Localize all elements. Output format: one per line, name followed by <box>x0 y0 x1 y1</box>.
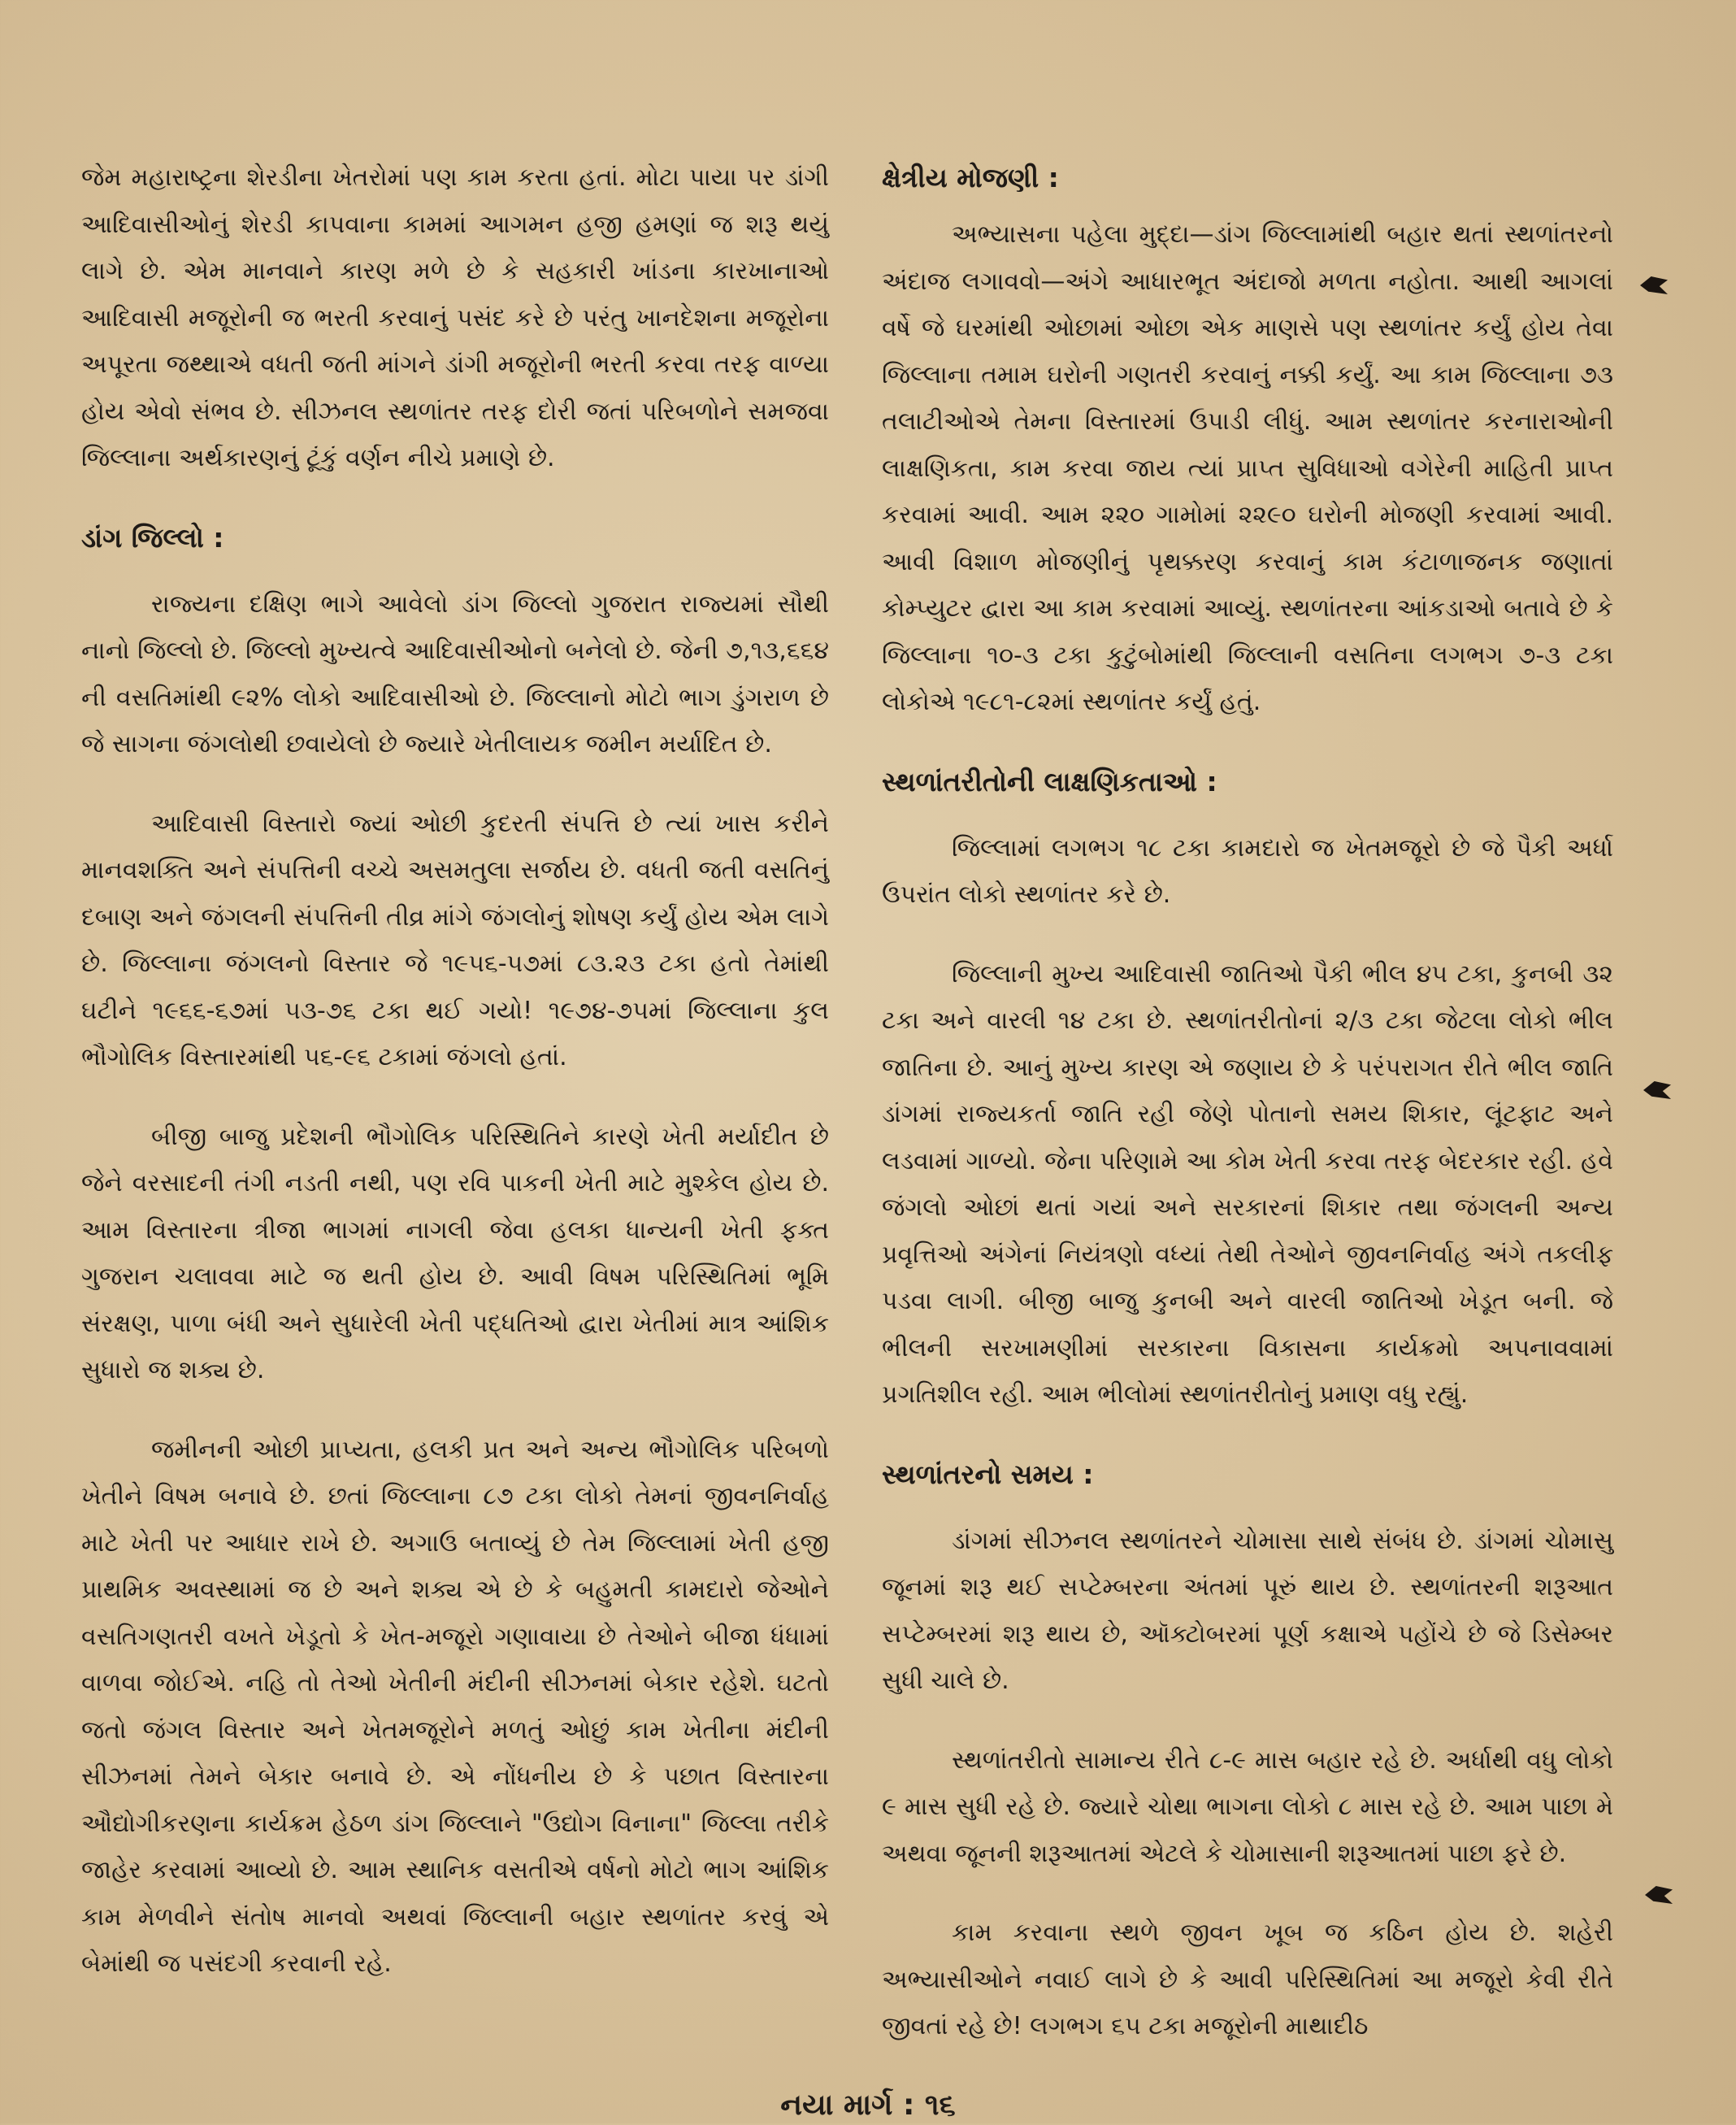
dang-paragraph-3: બીજી બાજુ પ્રદેશની ભૌગોલિક પરિસ્થિતિને કારણે ખેતી મર્યાદીત છે જેને વરસાદની તંગી નડતી નથી, પણ રવિ પાકની ખેતી માટે મુશ્કેલ હોય છે. આમ વિસ્તારના ત્રીજા ભાગમાં નાગલી જેવા હલકા ધાન્યની ખેતી ફક્ત ગુજરાન ચલાવવા માટે જ થતી હોય છે. આવી વિષમ પરિસ્થિતિમાં ભૂમિ સંરક્ષણ, પાળા બંધી અને સુધારેલી ખેતી પદ્ધતિઓ દ્વારા ખેતીમાં માત્ર આંશિક સુધારો જ શક્ય છે. <box>81 1122 829 1384</box>
intro-paragraph: જેમ મહારાષ્ટ્રના શેરડીના ખેતરોમાં પણ કામ કરતા હતાં. મોટા પાયા પર ડાંગી આદિવાસીઓનું શેરડી કાપવાના કામમાં આગમન હજી હમણાં જ શરૂ થયું લાગે છે. એમ માનવાને કારણ મળે છે કે સહકારી ખાંડના કારખાનાઓ આદિવાસી મજૂરોની જ ભરતી કરવાનું પસંદ કરે છે પરંતુ ખાનદેશના મજૂરોના અપૂરતા જથ્થાએ વધતી જતી માંગને ડાંગી મજૂરોની ભરતી કરવા તરફ વાળ્યા હોય એવો સંભવ છે. સીઝનલ સ્થળાંતર તરફ દોરી જતાં પરિબળોને સમજવા જિલ્લાના અર્થકારણનું ટૂંકું વર્ણન નીચે પ્રમાણે છે. <box>81 163 829 472</box>
dang-paragraph-2: આદિવાસી વિસ્તારો જ્યાં ઓછી કુદરતી સંપત્તિ છે ત્યાં ખાસ કરીને માનવશક્તિ અને સંપત્તિની વચ્ચે અસમતુલા સર્જાય છે. વધતી જતી વસતિનું દબાણ અને જંગલની સંપત્તિની તીવ્ર માંગે જંગલોનું શોષણ કર્યું હોય એમ લાગે છે. જિલ્લાના જંગલનો વિસ્તાર જે ૧૯૫૬-૫૭માં ૮૩.૨૩ ટકા હતો તેમાંથી ઘટીને ૧૯૬૬-૬૭માં ૫૩-૭૬ ટકા થઈ ગયો! ૧૯૭૪-૭૫માં જિલ્લાના કુલ ભૌગોલિક વિસ્તારમાંથી ૫૬-૯૬ ટકામાં જંગલો હતાં. <box>81 809 829 1071</box>
survey-paragraph: અભ્યાસના પહેલા મુદ્દા—ડાંગ જિલ્લામાંથી બહાર થતાં સ્થળાંતરનો અંદાજ લગાવવો—અંગે આધારભૂત અંદાજો મળતા નહોતા. આથી આગલાં વર્ષે જે ઘરમાંથી ઓછામાં ઓછા એક માણસે પણ સ્થળાંતર કર્યું હોય તેવા જિલ્લાના તમામ ઘરોની ગણતરી કરવાનું નક્કી કર્યું. આ કામ જિલ્લાના ૭૩ તલાટીઓએ તેમના વિસ્તારમાં ઉપાડી લીધું. આમ સ્થળાંતર કરનારાઓની લાક્ષણિકતા, કામ કરવા જાય ત્યાં પ્રાપ્ત સુવિધાઓ વગેરેની માહિતી પ્રાપ્ત કરવામાં આવી. આમ ૨૨૦ ગામોમાં ૨૨૯૦ ઘરોની મોજણી કરવામાં આવી. આવી વિશાળ મોજણીનું પૃથક્કરણ કરવાનું કામ કંટાળાજનક જણાતાં કોમ્પ્યુટર દ્વારા આ કામ કરવામાં આવ્યું. સ્થળાંતરના આંકડાઓ બતાવે છે કે જિલ્લાના ૧૦-૩ ટકા કુટુંબોમાંથી જિલ્લાની વસતિના લગભગ ૭-૩ ટકા લોકોએ ૧૯૮૧-૮૨માં સ્થળાંતર કર્યું હતું. <box>882 220 1613 716</box>
page-footer: નયા માર્ગ : ૧૬ <box>780 2088 956 2122</box>
section-heading-migration-time: સ્થળાંતરનો સમય : <box>882 1458 1094 1490</box>
time-paragraph-2: સ્થળાંતરીતો સામાન્ય રીતે ૮-૯ માસ બહાર રહે છે. અર્ધાથી વધુ લોકો ૯ માસ સુધી રહે છે. જ્યારે ચોથા ભાગના લોકો ૮ માસ રહે છે. આમ પાછા મે અથવા જૂનની શરૂઆતમાં એટલે કે ચોમાસાની શરૂઆતમાં પાછા ફરે છે. <box>882 1745 1613 1868</box>
section-heading-dang-district: ડાંગ જિલ્લો : <box>81 521 224 554</box>
punch-hole-mark <box>1645 1886 1673 1904</box>
traits-paragraph-2: જિલ્લાની મુખ્ય આદિવાસી જાતિઓ પૈકી ભીલ ૪૫ ટકા, કુનબી ૩૨ ટકા અને વારલી ૧૪ ટકા છે. સ્થળાંતરીતોનાં ૨/૩ ટકા જેટલા લોકો ભીલ જાતિના છે. આનું મુખ્ય કારણ એ જણાય છે કે પરંપરાગત રીતે ભીલ જાતિ ડાંગમાં રાજ્યકર્તા જાતિ રહી જેણે પોતાનો સમય શિકાર, લૂંટફાટ અને લડવામાં ગાળ્યો. જેના પરિણામે આ કોમ ખેતી કરવા તરફ બેદરકાર રહી. હવે જંગલો ઓછાં થતાં ગયાં અને સરકારનાં શિકાર તથા જંગલની અન્ય પ્રવૃત્તિઓ અંગેનાં નિયંત્રણો વધ્યાં તેથી તેઓને જીવનનિર્વાહ અંગે તકલીફ પડવા લાગી. બીજી બાજુ કુનબી અને વારલી જાતિઓ ખેડૂત બની. જે ભીલની સરખામણીમાં સરકારના વિકાસના કાર્યક્રમો અપનાવવામાં પ્રગતિશીલ રહી. આમ ભીલોમાં સ્થળાંતરીતોનું પ્રમાણ વધુ રહ્યું. <box>882 959 1613 1409</box>
dang-paragraph-4: જમીનની ઓછી પ્રાપ્યતા, હલકી પ્રત અને અન્ય ભૌગોલિક પરિબળો ખેતીને વિષમ બનાવે છે. છતાં જિલ્લાના ૮૭ ટકા લોકો તેમનાં જીવનનિર્વાહ માટે ખેતી પર આધાર રાખે છે. અગાઉ બતાવ્યું છે તેમ જિલ્લામાં ખેતી હજી પ્રાથમિક અવસ્થામાં જ છે અને શક્ય એ છે કે બહુમતી કામદારો જેઓને વસતિગણતરી વખતે ખેડૂતો કે ખેત-મજૂરો ગણાવાયા છે તેઓને બીજા ધંધામાં વાળવા જોઈએ. નહિ તો તેઓ ખેતીની મંદીની સીઝનમાં બેકાર રહેશે. ઘટતો જતો જંગલ વિસ્તાર અને ખેતમજૂરોને મળતું ઓછું કામ ખેતીના મંદીની સીઝનમાં તેમને બેકાર બનાવે છે. એ નોંધનીય છે કે પછાત વિસ્તારના ઔદ્યોગીકરણના કાર્યક્રમ હેઠળ ડાંગ જિલ્લાને "ઉદ્યોગ વિનાના" જિલ્લા તરીકે જાહેર કરવામાં આવ્યો છે. આમ સ્થાનિક વસતીએ વર્ષનો મોટો ભાગ આંશિક કામ મેળવીને સંતોષ માનવો અથવાં જિલ્લાની બહાર સ્થળાંતર કરવું એ બેમાંથી જ પસંદગી કરવાની રહે. <box>81 1435 829 1978</box>
right-column <box>882 154 1613 2083</box>
time-paragraph-3: કામ કરવાના સ્થળે જીવન ખૂબ જ કઠિન હોય છે. શહેરી અભ્યાસીઓને નવાઈ લાગે છે કે આવી પરિસ્થિતિમાં આ મજૂરો કેવી રીતે જીવતાં રહે છે! લગભગ ૬૫ ટકા મજૂરોની માથાદીઠ <box>882 1919 1613 2040</box>
left-column <box>81 154 829 2020</box>
dang-paragraph-1: રાજ્યના દક્ષિણ ભાગે આવેલો ડાંગ જિલ્લો ગુજરાત રાજ્યમાં સૌથી નાનો જિલ્લો છે. જિલ્લો મુખ્યત્વે આદિવાસીઓનો બનેલો છે. જેની ૭,૧૩,૬૬૪ ની વસતિમાંથી ૯૨% લોકો આદિવાસીઓ છે. જિલ્લાનો મોટો ભાગ ડુંગરાળ છે જે સાગના જંગલોથી છવાયેલો છે જ્યારે ખેતીલાયક જમીન મર્યાદિત છે. <box>81 589 829 758</box>
punch-hole-mark <box>1643 1081 1671 1099</box>
section-heading-field-survey: ક્ષેત્રીય મોજણી : <box>882 162 1059 193</box>
time-paragraph-1: ડાંગમાં સીઝનલ સ્થળાંતરને ચોમાસા સાથે સંબંધ છે. ડાંગમાં ચોમાસુ જૂનમાં શરૂ થઈ સપ્ટેમ્બરના અંતમાં પૂરું થાય છે. સ્થળાંતરની શરૂઆત સપ્ટેમ્બરમાં શરૂ થાય છે, ઑક્ટોબરમાં પૂર્ણ કક્ષાએ પહોંચે છે જે ડિસેમ્બર સુધી ચાલે છે. <box>882 1526 1613 1695</box>
traits-paragraph-1: જિલ્લામાં લગભગ ૧૮ ટકા કામદારો જ ખેતમજૂરો છે જે પૈકી અર્ધા ઉપરાંત લોકો સ્થળાંતર કરે છે. <box>882 833 1613 909</box>
punch-hole-mark <box>1640 276 1668 294</box>
section-heading-migrant-traits: સ્થળાંતરીતોની લાક્ષણિકતાઓ : <box>882 765 1217 797</box>
